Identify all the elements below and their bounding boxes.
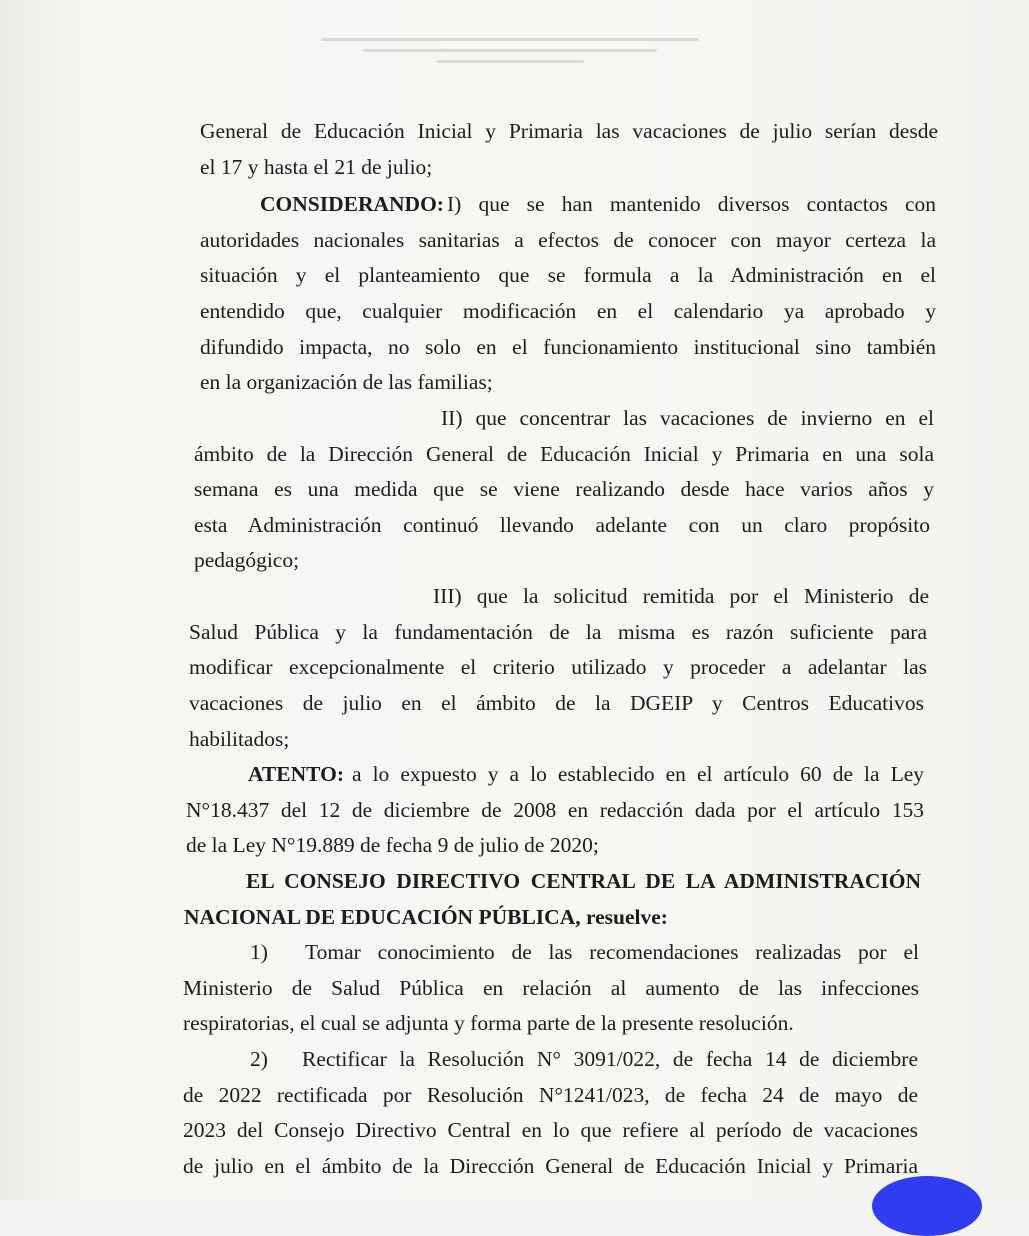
considerando-line-6: en la organización de las familias;	[200, 370, 493, 394]
considerando-ii-line-3: semana es una medida que se viene realizando desde hace varios años y	[194, 477, 934, 501]
considerando-ii-line-5: pedagógico;	[194, 548, 300, 572]
considerando-iii-line-5: habilitados;	[189, 727, 290, 751]
item-1-line-1: Tomar conocimiento de las recomendaciones realizadas por el	[305, 940, 919, 964]
item-1-line-3: respiratorias, el cual se adjunta y forma parte de la presente resolución.	[183, 1011, 794, 1035]
resolution-heading-line-1: EL CONSEJO DIRECTIVO CENTRAL DE LA ADMINISTRACIÓN	[246, 869, 921, 893]
considerando-line-2: autoridades nacionales sanitarias a efectos de conocer con mayor certeza la	[200, 228, 936, 252]
considerando-line-5: difundido impacta, no solo en el funcionamiento institucional sino también	[200, 335, 936, 359]
atento-line-1: a lo expuesto y a lo establecido en el artículo 60 de la Ley	[352, 762, 924, 786]
considerando-iii-line-3: modificar excepcionalmente el criterio utilizado y proceder a adelantar las	[189, 655, 927, 679]
item-2-line-3: 2023 del Consejo Directivo Central en lo que refiere al período de vacaciones	[183, 1118, 918, 1142]
item-2-line-2: de 2022 rectificada por Resolución N°1241/023, de fecha 24 de mayo de	[183, 1083, 918, 1107]
atento-heading	[248, 757, 344, 793]
considerando-iii-line-2: Salud Pública y la fundamentación de la misma es razón suficiente para	[189, 620, 927, 644]
item-2-line-4: de julio en el ámbito de la Dirección General de Educación Inicial y Primaria	[183, 1154, 918, 1178]
intro-line-2: el 17 y hasta el 21 de julio;	[200, 155, 433, 179]
intro-line-1: General de Educación Inicial y Primaria las vacaciones de julio serían desde	[200, 119, 938, 143]
considerando-ii-line-2: ámbito de la Dirección General de Educación Inicial y Primaria en una sola	[194, 442, 934, 466]
considerando-iii-line-4: vacaciones de julio en el ámbito de la DGEIP y Centros Educativos	[189, 691, 924, 715]
item-2-line-1: Rectificar la Resolución N° 3091/022, de fecha 14 de diciembre	[302, 1047, 918, 1071]
considerando-line-1: I) que se han mantenido diversos contactos con	[447, 192, 936, 216]
blue-overlay-button[interactable]	[872, 1176, 982, 1236]
considerando-ii-line-4: esta Administración continuó llevando adelante con un claro propósito	[194, 513, 930, 537]
item-1-number: 1)	[250, 940, 268, 964]
considerando-heading	[260, 187, 444, 223]
item-1-line-2: Ministerio de Salud Pública en relación al aumento de las infecciones	[183, 976, 919, 1000]
considerando-line-3: situación y el planteamiento que se formula a la Administración en el	[200, 263, 936, 287]
resolution-heading-line-2: NACIONAL DE EDUCACIÓN PÚBLICA, resuelve:	[184, 905, 668, 929]
considerando-ii-line-1: II) que concentrar las vacaciones de invierno en el	[441, 406, 934, 430]
bleed-through-header	[300, 30, 720, 80]
atento-line-3: de la Ley N°19.889 de fecha 9 de julio de 2020;	[186, 833, 599, 857]
considerando-label: CONSIDERANDO:	[260, 192, 444, 216]
atento-label: ATENTO:	[248, 762, 344, 786]
considerando-iii-line-1: III) que la solicitud remitida por el Ministerio de	[433, 584, 929, 608]
item-2-number: 2)	[250, 1047, 268, 1071]
considerando-line-4: entendido que, cualquier modificación en el calendario ya aprobado y	[200, 299, 936, 323]
atento-line-2: N°18.437 del 12 de diciembre de 2008 en redacción dada por el artículo 153	[186, 798, 924, 822]
